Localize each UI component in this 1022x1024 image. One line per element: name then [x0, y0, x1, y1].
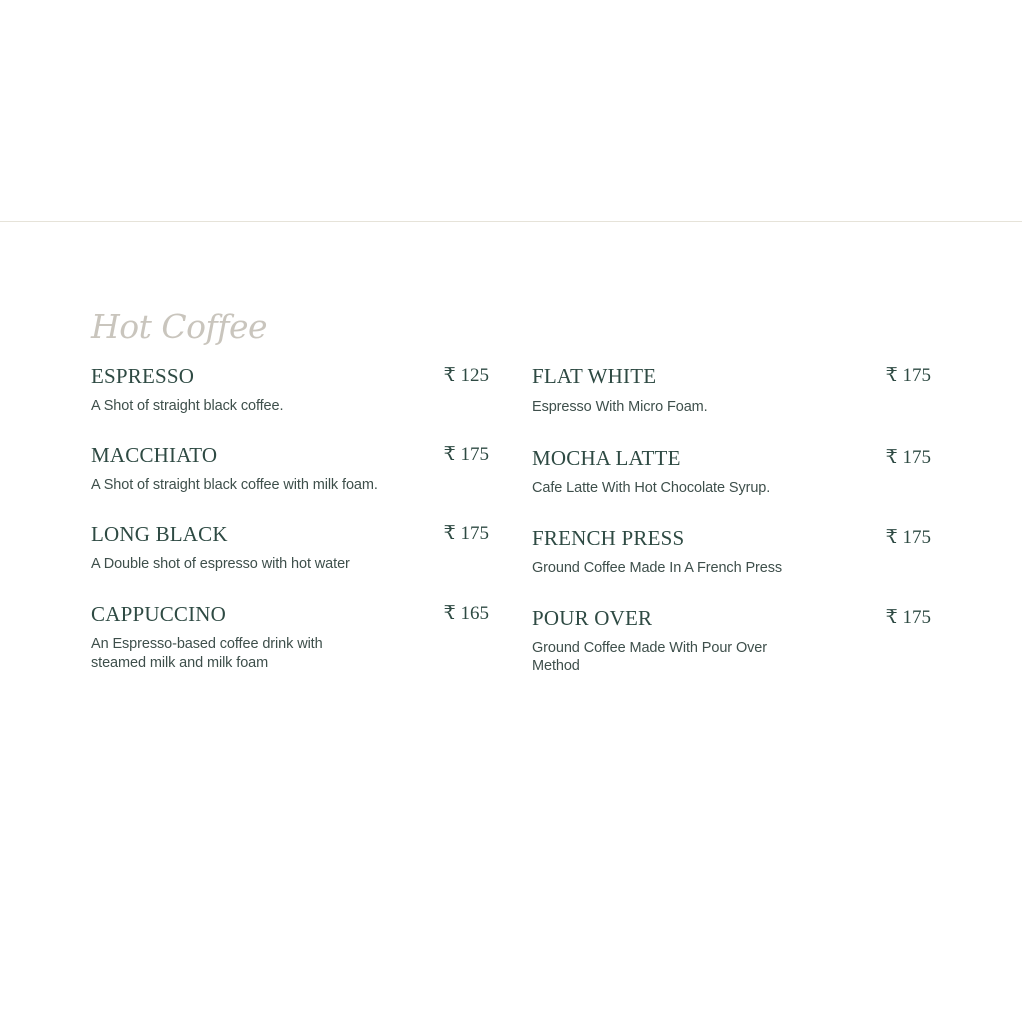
section-title: Hot Coffee: [91, 307, 268, 346]
item-name: MACCHIATO: [91, 443, 218, 467]
item-name: CAPPUCCINO: [91, 602, 227, 626]
item-price: ₹ 165: [443, 603, 489, 624]
item-description: A Shot of straight black coffee.: [91, 398, 284, 414]
menu-item-pour-over: [532, 605, 931, 675]
top-divider: [0, 221, 1022, 222]
item-name: FLAT WHITE: [532, 364, 657, 388]
item-price: ₹ 175: [885, 527, 931, 548]
menu-item-french-press: [532, 525, 931, 578]
item-price: ₹ 175: [443, 523, 489, 544]
item-name: FRENCH PRESS: [532, 526, 685, 550]
item-description: Espresso With Micro Foam.: [532, 399, 708, 415]
item-description: Ground Coffee Made With Pour Over Method: [532, 640, 767, 674]
item-price: ₹ 175: [885, 447, 931, 468]
menu-item-espresso: [91, 363, 489, 416]
item-description: An Espresso-based coffee drink with steamed milk and milk foam: [91, 636, 323, 671]
item-price: ₹ 175: [443, 444, 489, 465]
item-name: POUR OVER: [532, 606, 653, 630]
item-price: ₹ 175: [885, 365, 931, 386]
item-description: Cafe Latte With Hot Chocolate Syrup.: [532, 480, 771, 496]
menu-item-cappuccino: [91, 601, 489, 673]
item-description: Ground Coffee Made In A French Press: [532, 560, 783, 576]
item-name: LONG BLACK: [91, 522, 228, 546]
item-name: MOCHA LATTE: [532, 446, 681, 470]
item-price: ₹ 125: [443, 365, 489, 386]
item-description: A Shot of straight black coffee with milk foam.: [91, 477, 378, 493]
item-price: ₹ 175: [885, 607, 931, 628]
menu-item-long-black: [91, 521, 489, 574]
menu-item-flat-white: [532, 363, 931, 417]
menu-item-mocha-latte: [532, 445, 931, 498]
item-description: A Double shot of espresso with hot water: [91, 556, 350, 572]
menu-item-macchiato: [91, 442, 489, 495]
item-name: ESPRESSO: [91, 364, 195, 388]
